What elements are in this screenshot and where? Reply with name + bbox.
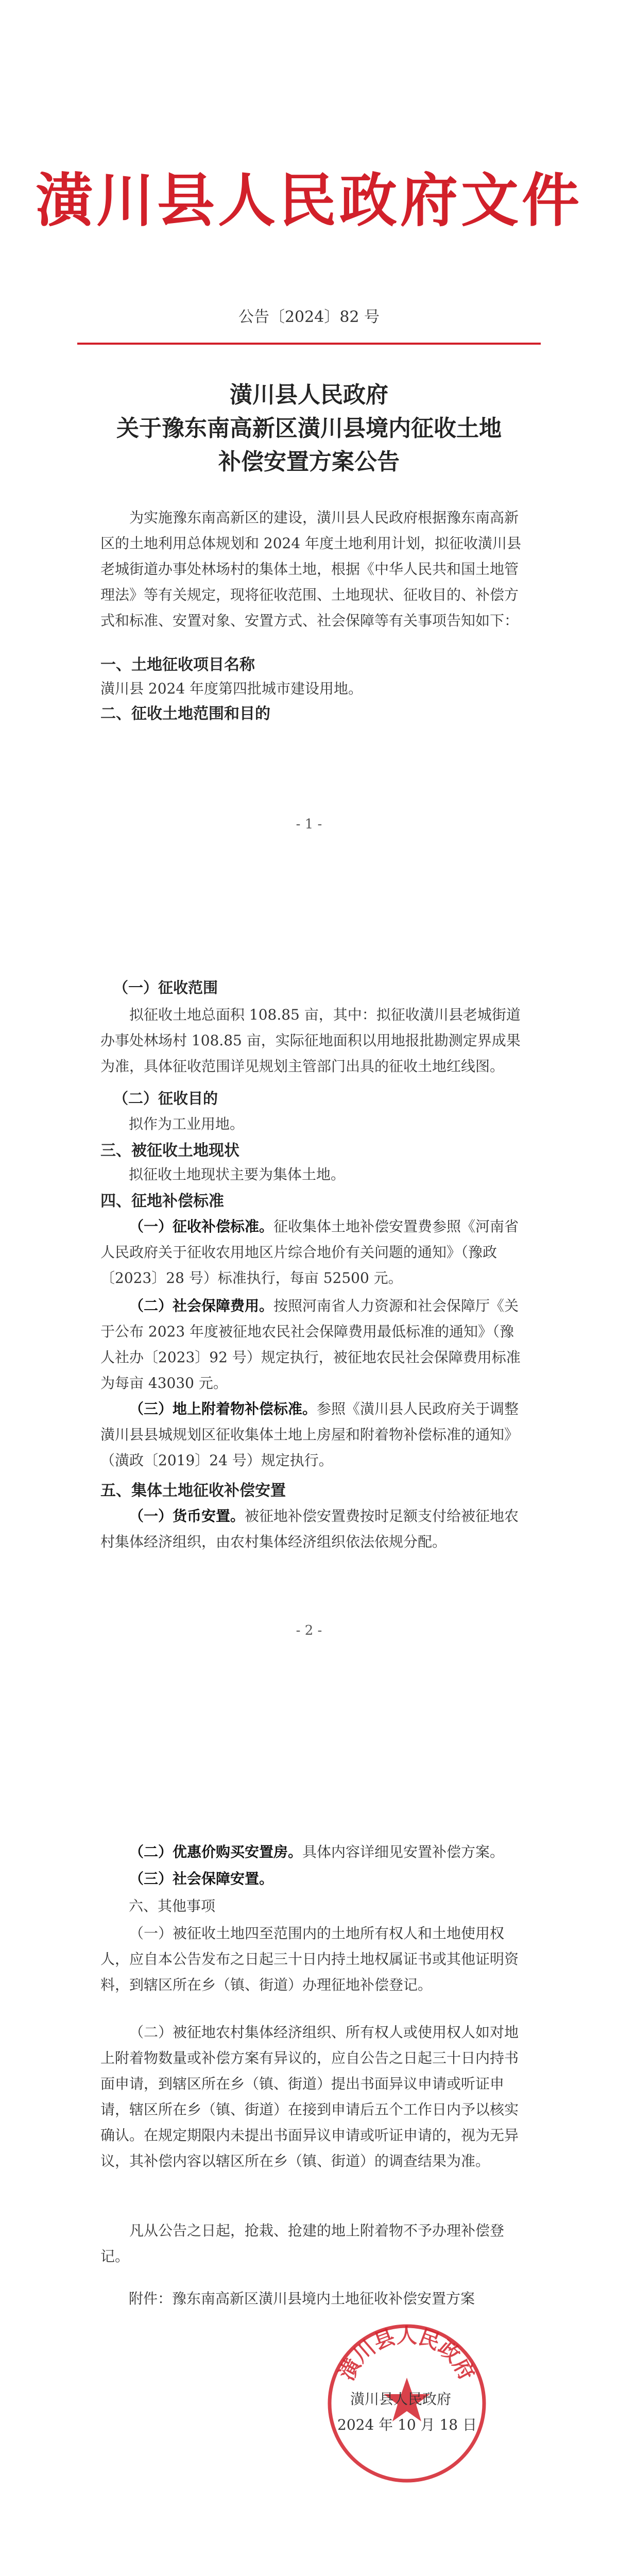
section-3-heading: 三、被征收土地现状	[100, 1142, 239, 1160]
comp-3-text: 参照《潢川县人民政府关于调整潢川县县城规划区征收集体土地上房屋和附着物补偿标准的通知》（潢政〔2019〕24 号）规定执行。	[100, 1400, 519, 1469]
section-5-heading: 五、集体土地征收补偿安置	[100, 1482, 286, 1500]
section-1-text: 潢川县 2024 年度第四批城市建设用地。	[100, 680, 363, 697]
comp-2-label: （二）社会保障费用。	[129, 1297, 274, 1314]
comp-standard-1	[100, 1214, 523, 1291]
section-2-heading: 二、征收土地范围和目的	[100, 705, 270, 723]
resettle-2-label: （二）优惠价购买安置房。	[129, 1843, 303, 1860]
other-item-2: （二）被征地农村集体经济组织、所有权人或使用权人如对地上附着物数量或补偿方案有异议的，应自公告之日起三十日内持书面申请，到辖区所在乡（镇、街道）提出书面异议申请或听证申请，辖区所在乡（镇、街道）在接到申请后五个工作日内予以核实确认。在规定期限内未提出书面异议申请或听证申请的，视为无异议，其补偿内容以辖区所在乡（镇、街道）的调查结果为准。	[100, 2024, 519, 2170]
resettle-1	[100, 1503, 523, 1555]
comp-2-text: 按照河南省人力资源和社会保障厅《关于公布 2023 年度被征地农民社会保障费用最低标准的通知》（豫人社办〔2023〕92 号）规定执行，被征地农民社会保障费用标准为每亩 43030 元。	[100, 1297, 521, 1392]
page-3	[0, 1757, 618, 2576]
resettle-1-label: （一）货币安置。	[129, 1507, 245, 1524]
document-org-title: 潢川县人民政府文件	[36, 167, 582, 234]
resettle-1-text: 被征地补偿安置费按时足额支付给被征地农村集体经济组织，由农村集体经济组织依法依规分配。	[100, 1507, 519, 1550]
seal-arc-text: 潢川县人民政府	[335, 2324, 479, 2384]
comp-3-label: （三）地上附着物补偿标准。	[129, 1400, 317, 1417]
resettle-2	[100, 1839, 523, 1865]
notice-title-line-3: 补偿安置方案公告	[218, 449, 400, 475]
page-2	[0, 876, 618, 1747]
signature-org: 潢川县人民政府	[350, 2391, 452, 2408]
resettle-3	[100, 1866, 523, 1892]
page-number-1: - 1 -	[296, 817, 322, 832]
section-6-heading: 六、其他事项	[129, 1897, 216, 1914]
svg-text:潢川县人民政府	[335, 2324, 478, 2384]
comp-1-text: 征收集体土地补偿安置费参照《河南省人民政府关于征收农用地区片综合地价有关问题的通知》（豫政〔2023〕28 号）标准执行，每亩 52500 元。	[100, 1218, 519, 1286]
notice-title-line-2: 关于豫东南高新区潢川县境内征收土地	[116, 415, 502, 442]
purpose-text: 拟作为工业用地。	[129, 1115, 245, 1132]
comp-1-label: （一）征收补偿标准。	[129, 1218, 274, 1235]
other-item-1: （一）被征收土地四至范围内的土地所有权人和土地使用权人，应自本公告发布之日起三十日内持土地权属证书或其他证明资料，到辖区所在乡（镇、街道）办理征地补偿登记。	[100, 1925, 519, 1993]
section-4-heading: 四、征地补偿标准	[100, 1192, 224, 1210]
section-1-heading: 一、土地征收项目名称	[100, 656, 255, 674]
red-divider	[77, 343, 541, 345]
other-item-3: 凡从公告之日起，抢栽、抢建的地上附着物不予办理补偿登记。	[100, 2222, 505, 2265]
comp-standard-2	[100, 1293, 523, 1396]
sub-purpose-heading: （二）征收目的	[113, 1090, 218, 1107]
intro-paragraph: 为实施豫东南高新区的建设，潢川县人民政府根据豫东南高新区的土地利用总体规划和 2024 年度土地利用计划，拟征收潢川县老城街道办事处林场村的集体土地，根据《中华人民共和国土地管理法》等有关规定，现将征收范围、土地现状、征收目的、补偿方式和标准、安置对象、安置方式、社会保障等有关事项告知如下：	[100, 509, 522, 629]
resettle-2-text: 具体内容详细见安置补偿方案。	[302, 1843, 505, 1860]
resettle-3-label: （三）社会保障安置。	[129, 1870, 274, 1887]
section-3-text: 拟征收土地现状主要为集体土地。	[129, 1166, 346, 1183]
page-number-2: - 2 -	[296, 1623, 322, 1638]
scope-text: 拟征收土地总面积 108.85 亩，其中：拟征收潢川县老城街道办事处林场村 108.85 亩，实际征地面积以用地报批勘测定界成果为准，具体征收范围详见规划主管部门出具的征收土地红线图。	[100, 1006, 521, 1075]
attachment-line: 附件：豫东南高新区潢川县境内土地征收补偿安置方案	[129, 2290, 475, 2307]
page-1	[0, 0, 618, 866]
signature-date: 2024 年 10 月 18 日	[337, 2416, 477, 2433]
sub-scope-heading: （一）征收范围	[113, 979, 218, 996]
comp-standard-3	[100, 1396, 523, 1473]
document-number: 公告〔2024〕82 号	[238, 308, 380, 326]
notice-title-line-1: 潢川县人民政府	[230, 382, 388, 408]
